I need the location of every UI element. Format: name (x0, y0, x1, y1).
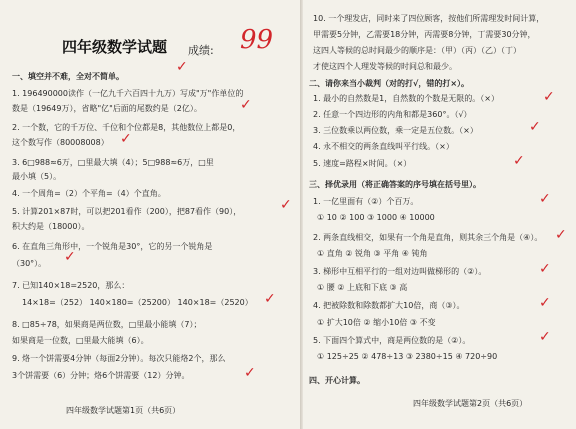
question-line: 10. 一个理发店，同时来了四位顾客，按他们所需理发时间计算， (313, 14, 545, 23)
check-mark-icon: ✓ (539, 261, 551, 277)
check-mark-icon: ✓ (264, 291, 276, 307)
check-mark-icon: ✓ (529, 119, 541, 135)
check-mark-icon: ✓ (513, 153, 525, 169)
question-line: 14×18=（252） 140×180=（25200） 140×18=（2520） (22, 298, 253, 307)
check-mark-icon: ✓ (539, 191, 551, 207)
question-line: 4. 永不相交的两条直线叫平行线。（×） (313, 142, 454, 151)
question-line: 如果商是一位数，□里最大能填（6）。 (12, 336, 149, 345)
question-line: 7. 已知140×18=2520，那么： (12, 281, 130, 290)
question-line: 6. 在直角三角形中，一个锐角是30°，它的另一个锐角是 (12, 242, 213, 251)
question-line: 2. 任意一个四边形的内角和都是360°。（√） (313, 110, 472, 119)
question-line: 9. 烙一个饼需要4分钟（每面2分钟）。每次只能烙2个，那么 (12, 354, 226, 363)
check-mark-icon: ✓ (244, 365, 256, 381)
option-line: ① 10 ② 100 ③ 1000 ④ 10000 (317, 213, 435, 222)
section-judge: 二、请你来当小裁判（对的打√，错的打×）。 (309, 79, 470, 88)
check-mark-icon: ✓ (539, 295, 551, 311)
question-line: 甲需要5分钟，乙需要18分钟，丙需要8分钟，丁需要30分钟， (313, 30, 536, 39)
option-line: ① 直角 ② 锐角 ③ 平角 ④ 钝角 (317, 249, 428, 258)
option-line: ① 腰 ② 上底和下底 ③ 高 (317, 283, 408, 292)
question-line: 1. 196490000读作（一亿九千六百四十九万）写成"万"作单位的 (12, 89, 244, 98)
question-line: 3. 6□988≈6万，□里最大填（4）；5□988≈6万，□里 (12, 158, 214, 167)
check-mark-icon: ✓ (543, 89, 555, 105)
question-line: 3个饼需要（6）分钟；烙6个饼需要（12）分钟。 (12, 371, 190, 380)
question-line: 1. 一亿里面有（②）个百万。 (313, 197, 419, 206)
question-line: 2. 一个数，它的千万位、千位和个位都是8，其他数位上都是0， (12, 123, 241, 132)
check-mark-icon: ✓ (176, 59, 188, 75)
question-line: 5. 计算201×87时，可以把201看作（200），把87看作（90）， (12, 207, 242, 216)
question-line: 最小填（5）。 (12, 172, 62, 181)
question-line: 才使这四个人理发等候的时间总和最少。 (313, 62, 457, 71)
check-mark-icon: ✓ (64, 249, 76, 265)
question-line: 5. 速度=路程×时间。（×） (313, 159, 412, 168)
section-calculation: 四、开心计算。 (309, 376, 365, 385)
page-two (303, 0, 576, 429)
page-title: 四年级数学试题 (62, 38, 168, 56)
section-fill-blank: 一、填空并不难，全对不简单。 (12, 72, 124, 81)
option-line: ① 125÷25 ② 478÷13 ③ 2380÷15 ④ 720÷90 (317, 352, 498, 361)
question-line: （30°）。 (12, 259, 47, 268)
page-footer: 四年级数学试题第2页（共6页） (413, 399, 528, 408)
check-mark-icon: ✓ (240, 97, 252, 113)
check-mark-icon: ✓ (555, 227, 567, 243)
check-mark-icon: ✓ (280, 197, 292, 213)
question-line: 1. 最小的自然数是1，自然数的个数是无限的。（×） (313, 94, 499, 103)
section-choice: 三、择优录用（将正确答案的序号填在括号里）。 (309, 180, 481, 189)
question-line: 这四人等候的总时间最少的顺序是：（甲）（丙）（乙）（丁） (313, 46, 521, 55)
question-line: 4. 把被除数和除数都扩大10倍，商（③）。 (313, 301, 465, 310)
check-mark-icon: ✓ (120, 131, 132, 147)
option-line: ① 扩大10倍 ② 缩小10倍 ③ 不变 (317, 318, 436, 327)
question-line: 3. 梯形中互相平行的一组对边叫做梯形的（②）。 (313, 267, 487, 276)
question-line: 2. 两条直线相交，如果有一个角是直角，则其余三个角是（④）。 (313, 233, 543, 242)
page-footer: 四年级数学试题第1页（共6页） (66, 406, 181, 415)
score-value: 99 (240, 25, 274, 55)
question-line: 数是（19649万），省略"亿"后面的尾数约是（2亿）。 (12, 104, 202, 113)
question-line: 这个数写作（80008008） (12, 138, 109, 147)
question-line: 积大约是（18000）。 (12, 222, 90, 231)
question-line: 4. 一个周角=（2）个平角=（4）个直角。 (12, 189, 166, 198)
question-line: 3. 三位数乘以两位数，乘一定是五位数。（×） (313, 126, 478, 135)
question-line: 8. □85÷78，如果商是两位数，□里最小能填（7）； (12, 320, 202, 329)
check-mark-icon: ✓ (539, 329, 551, 345)
question-line: 5. 下面四个算式中，商是两位数的是（②）。 (313, 336, 471, 345)
score-label: 成绩: (188, 44, 214, 57)
